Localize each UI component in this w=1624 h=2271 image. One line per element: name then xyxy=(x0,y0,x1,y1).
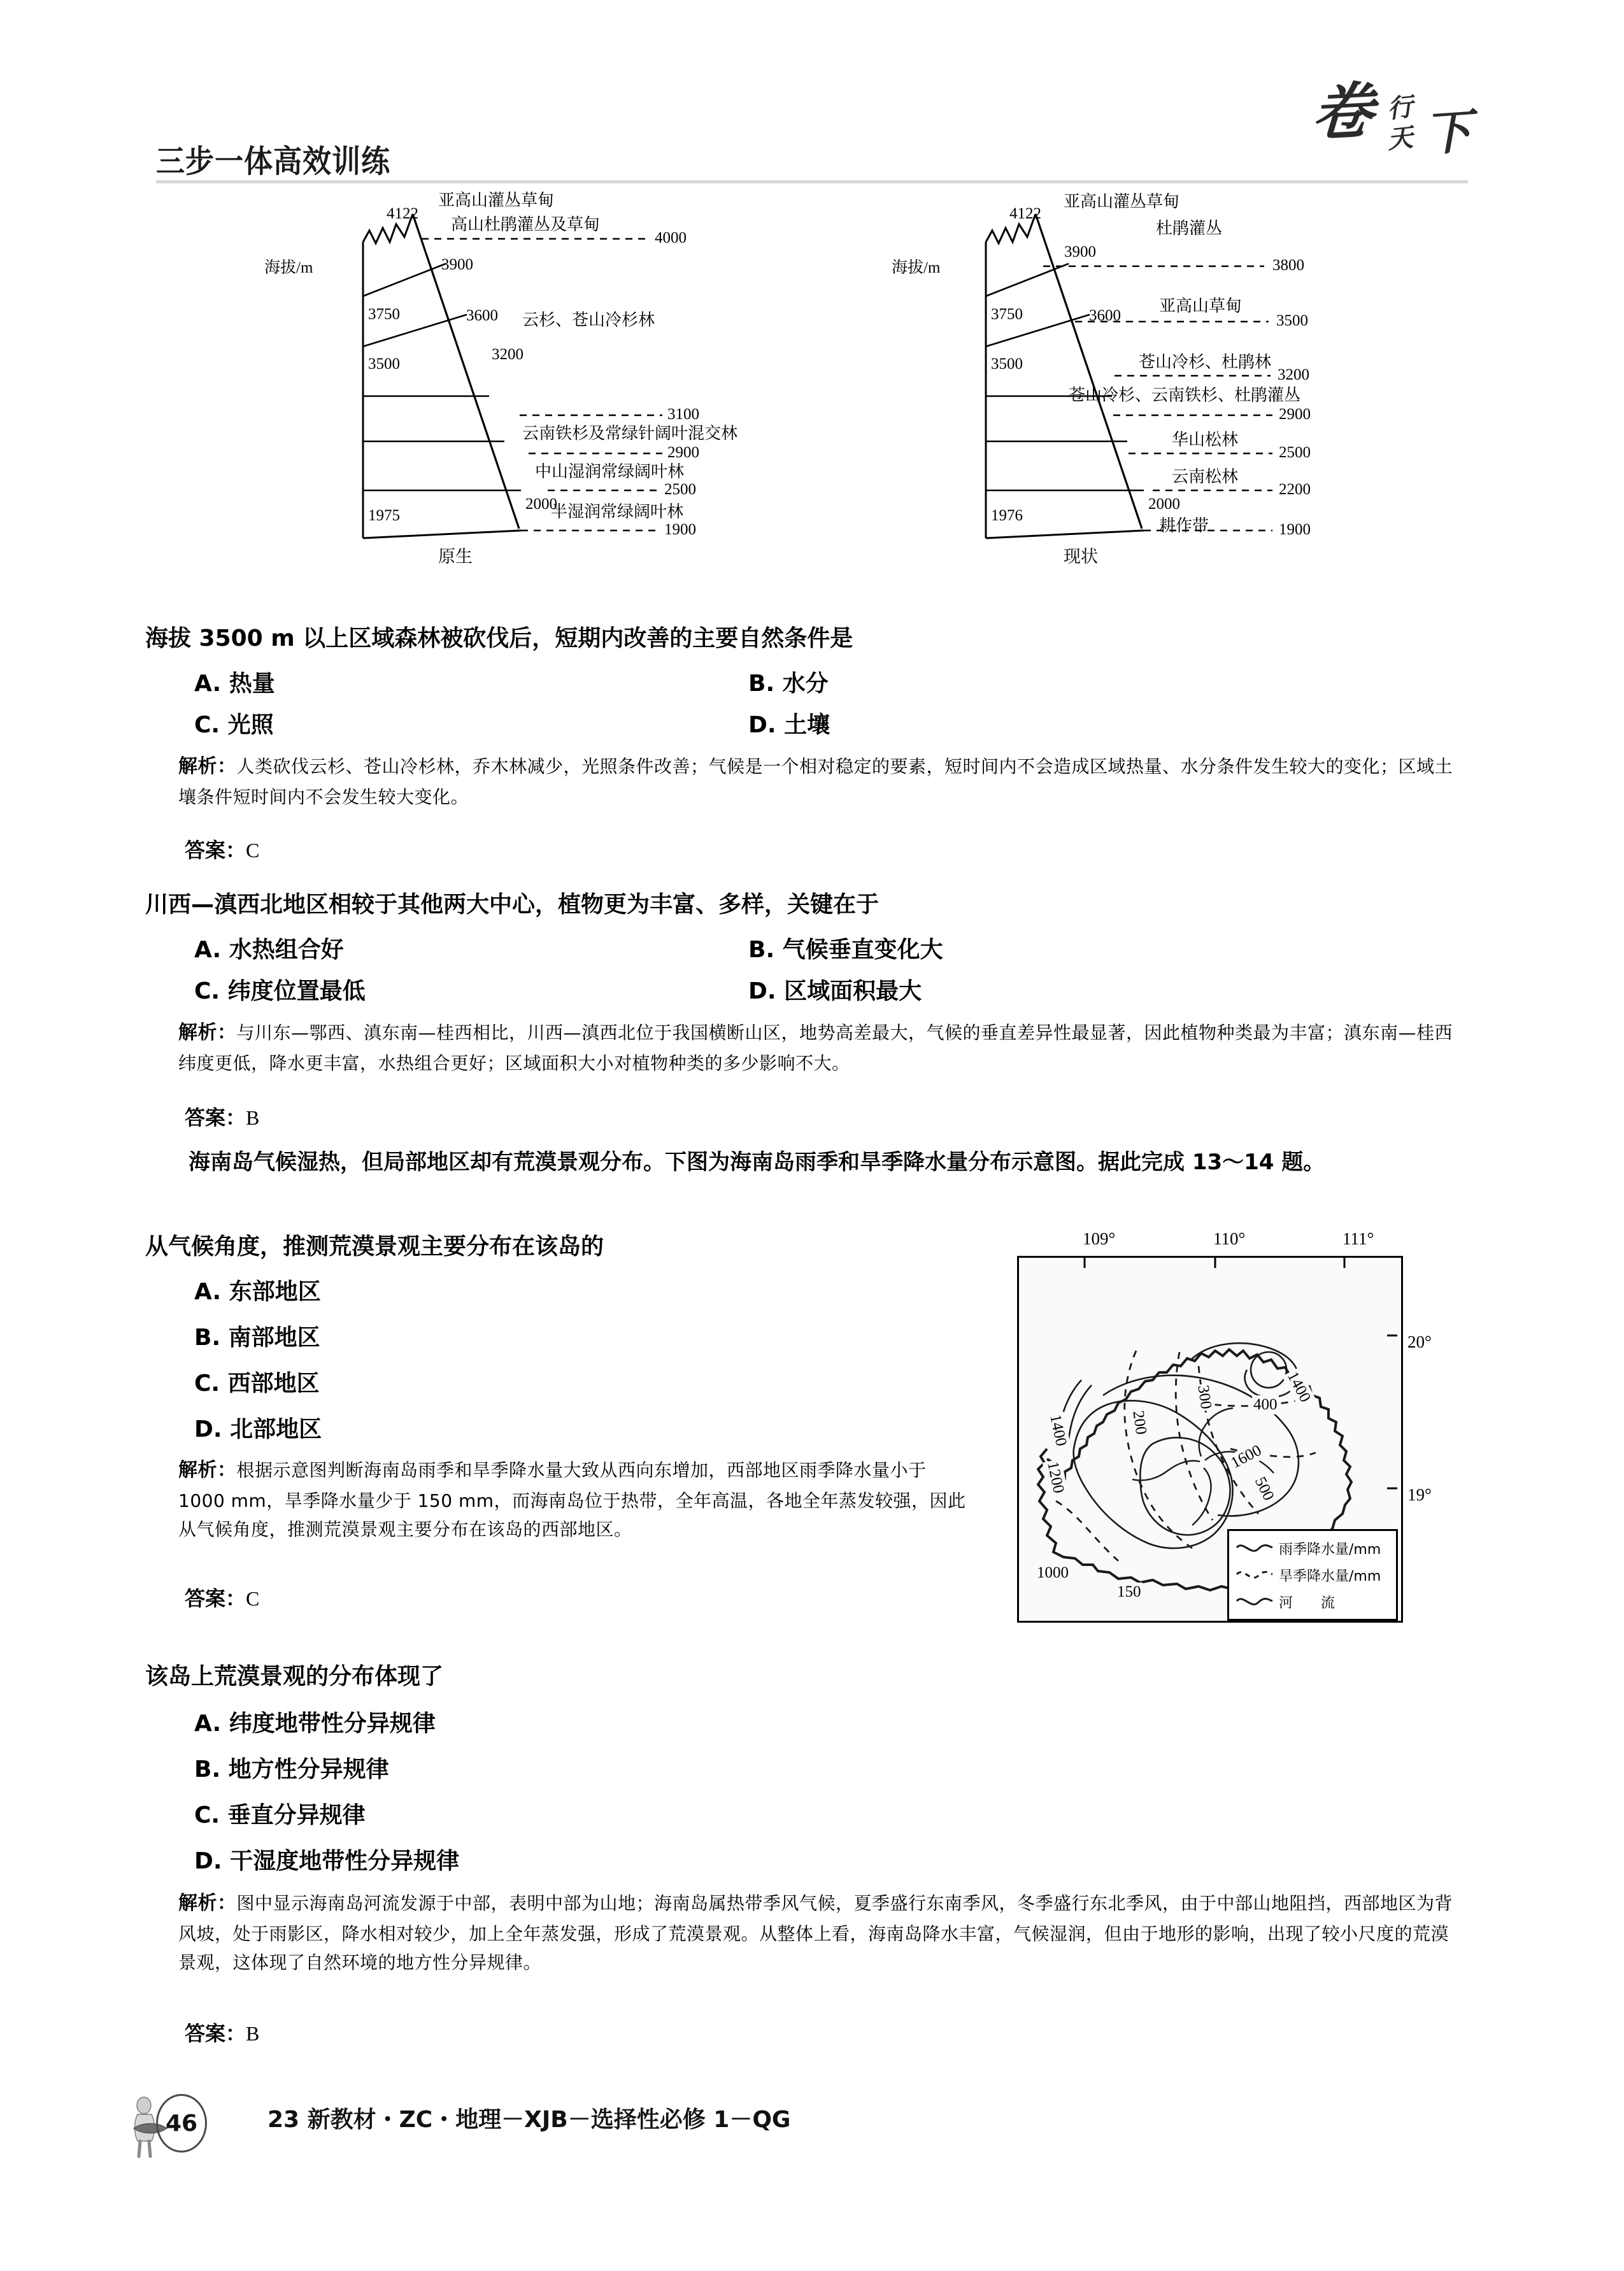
answer-label-11: 答案： xyxy=(185,838,246,862)
analysis-text-13: 根据示意图判断海南岛雨季和旱季降水量大致从西向东增加，西部地区雨季降水量小于 1000 mm，旱季降水量少于 150 mm，而海南岛位于热带，全年高温，各地全年蒸发较强，因此从气候角度，推测荒漠景观主要分布在该岛的西部地区。 xyxy=(178,1460,966,1540)
question-13-analysis xyxy=(178,1455,974,1544)
logo-char-xia: 下 xyxy=(1422,106,1474,162)
answer-value-14: B xyxy=(246,2022,260,2045)
left-belt-0: 亚高山灌丛草甸 xyxy=(438,191,555,210)
question-13-option-d[interactable]: D. 北部地区 xyxy=(194,1416,322,1442)
answer-label-12: 答案： xyxy=(185,1106,246,1130)
map-lat-label-20: 20° xyxy=(1407,1332,1432,1351)
analysis-text-14: 图中显示海南岛河流发源于中部，表明中部为山地；海南岛属热带季风气候，夏季盛行东南季风，冬季盛行东北季风，由于中部山地阻挡，西部地区为背风坡，处于雨影区，降水相对较少，加上全年蒸发强，形成了荒漠景观。从整体上看，海南岛降水丰富，气候湿润，但由于地形的影响，出现了较小尺度的荒漠景观，这体现了自然环境的地方性分异规律。 xyxy=(178,1893,1453,1973)
figure-vertical-belts-current xyxy=(892,191,1350,586)
right-axis-label: 海拔/m xyxy=(892,259,941,276)
analysis-label-13: 解析： xyxy=(178,1459,237,1481)
header-divider xyxy=(156,180,1468,183)
right-right-1900: 1900 xyxy=(1279,521,1311,538)
left-slope-3200: 3200 xyxy=(492,346,524,363)
intro-paragraph-13-14: 海南岛气候湿热，但局部地区却有荒漠景观分布。下图为海南岛雨季和旱季降水量分布示意图。据此完成 13～14 题。 xyxy=(189,1150,1325,1175)
figure-vertical-belts-original xyxy=(264,191,738,586)
left-right-4000: 4000 xyxy=(655,229,687,246)
left-right-2500: 2500 xyxy=(664,481,696,498)
contour-label-wet-1000: 1000 xyxy=(1037,1564,1069,1581)
left-slope-2000: 2000 xyxy=(525,495,557,513)
logo-char-main: 卷 xyxy=(1309,74,1376,150)
contour-label-wet-1600: 1600 xyxy=(1227,1441,1266,1474)
question-12-answer xyxy=(185,1102,259,1131)
page-header-title: 三步一体高效训练 xyxy=(156,143,391,180)
contour-label-dry-200: 200 xyxy=(1128,1408,1150,1437)
right-figure-caption: 现状 xyxy=(1064,547,1098,567)
right-tick-3500: 3500 xyxy=(991,355,1023,373)
map-lat-label-19: 19° xyxy=(1407,1485,1432,1504)
map-legend xyxy=(1227,1529,1398,1621)
question-11-option-c[interactable]: C. 光照 xyxy=(194,712,274,738)
question-13-option-b[interactable]: B. 南部地区 xyxy=(194,1325,320,1351)
contour-label-wet-1400-west: 1400 xyxy=(1045,1411,1071,1449)
question-14-option-d[interactable]: D. 干湿度地带性分异规律 xyxy=(194,1848,460,1874)
right-right-2200: 2200 xyxy=(1279,481,1311,498)
contour-label-dry-500: 500 xyxy=(1250,1473,1278,1505)
answer-value-12: B xyxy=(246,1106,260,1129)
contour-label-wet-1400-ne: 1400 xyxy=(1282,1367,1315,1407)
page-number: 46 xyxy=(156,2094,207,2153)
question-11-option-d[interactable]: D. 土壤 xyxy=(748,712,830,738)
question-11-answer xyxy=(185,834,259,864)
question-11-option-a[interactable]: A. 热量 xyxy=(194,671,275,697)
contour-label-wet-1200: 1200 xyxy=(1043,1458,1069,1496)
logo-char-tian: 天 xyxy=(1386,123,1414,154)
left-slope-3900: 3900 xyxy=(441,256,473,273)
right-belt-4: 苍山冷杉、云南铁杉、杜鹃灌丛 xyxy=(1069,386,1301,405)
right-belt-5: 华山松林 xyxy=(1172,431,1239,450)
question-14-option-a[interactable]: A. 纬度地带性分异规律 xyxy=(194,1711,436,1737)
question-11-analysis xyxy=(178,751,1465,811)
diagram-svg-left xyxy=(267,191,713,586)
right-belt-6: 云南松林 xyxy=(1172,467,1239,487)
question-14-stem: 该岛上荒漠景观的分布体现了 xyxy=(145,1663,444,1690)
analysis-label-14: 解析： xyxy=(178,1892,237,1914)
question-13-option-c[interactable]: C. 西部地区 xyxy=(194,1370,320,1397)
brand-logo xyxy=(1309,74,1474,162)
analysis-label-12: 解析： xyxy=(178,1022,237,1044)
map-lon-label-109: 109° xyxy=(1083,1229,1116,1248)
right-right-3200: 3200 xyxy=(1278,366,1309,383)
left-right-2900: 2900 xyxy=(667,444,699,461)
right-right-3500: 3500 xyxy=(1276,312,1308,329)
right-right-2500: 2500 xyxy=(1279,444,1311,461)
question-13-option-a[interactable]: A. 东部地区 xyxy=(194,1279,321,1305)
right-belt-3: 苍山冷杉、杜鹃林 xyxy=(1139,353,1272,372)
question-11-option-b[interactable]: B. 水分 xyxy=(748,671,829,697)
right-belt-7: 耕作带 xyxy=(1159,516,1209,536)
question-12-option-a[interactable]: A. 水热组合好 xyxy=(194,937,344,963)
left-belt-4: 中山湿润常绿阔叶林 xyxy=(535,462,685,481)
right-belt-0: 亚高山灌丛草甸 xyxy=(1064,192,1180,211)
question-14-analysis xyxy=(178,1888,1465,1977)
left-belt-1: 高山杜鹃灌丛及草甸 xyxy=(451,215,601,234)
question-11-stem: 海拔 3500 m 以上区域森林被砍伐后，短期内改善的主要自然条件是 xyxy=(145,625,853,651)
analysis-text-11: 人类砍伐云杉、苍山冷杉林，乔木林减少，光照条件改善；气候是一个相对稳定的要素，短时间内不会造成区域热量、水分条件发生较大的变化；区域土壤条件短时间内不会发生较大变化。 xyxy=(178,756,1453,808)
left-figure-caption: 原生 xyxy=(438,547,473,567)
question-12-option-b[interactable]: B. 气候垂直变化大 xyxy=(748,937,943,963)
answer-value-13: C xyxy=(246,1587,260,1610)
left-base-value: 1975 xyxy=(368,507,400,524)
legend-item-river: 河 流 xyxy=(1279,1595,1336,1611)
right-tick-3750: 3750 xyxy=(991,306,1023,323)
logo-char-xing: 行 xyxy=(1386,92,1414,124)
question-14-option-b[interactable]: B. 地方性分异规律 xyxy=(194,1756,389,1783)
contour-label-dry-400: 400 xyxy=(1253,1396,1278,1413)
contour-label-dry-300: 300 xyxy=(1193,1383,1215,1411)
question-12-option-d[interactable]: D. 区域面积最大 xyxy=(748,978,922,1004)
right-right-3800: 3800 xyxy=(1272,257,1304,274)
right-slope-3600: 3600 xyxy=(1089,307,1121,324)
question-12-option-c[interactable]: C. 纬度位置最低 xyxy=(194,978,366,1004)
question-14-option-c[interactable]: C. 垂直分异规律 xyxy=(194,1802,366,1828)
question-13-answer xyxy=(185,1583,259,1612)
legend-item-dry: 旱季降水量/mm xyxy=(1279,1569,1381,1584)
right-belt-1: 杜鹃灌丛 xyxy=(1156,219,1223,238)
left-axis-label: 海拔/m xyxy=(264,259,313,276)
footer-text: 23 新教材・ZC・地理－XJB－选择性必修 1－QG xyxy=(267,2107,791,2133)
right-right-2900: 2900 xyxy=(1279,406,1311,423)
analysis-label-11: 解析： xyxy=(178,755,237,778)
right-slope-3900: 3900 xyxy=(1064,243,1096,260)
left-tick-3500: 3500 xyxy=(368,355,400,373)
question-12-stem: 川西—滇西北地区相较于其他两大中心，植物更为丰富、多样，关键在于 xyxy=(145,892,880,918)
answer-label-13: 答案： xyxy=(185,1586,246,1611)
left-right-1900: 1900 xyxy=(664,521,696,538)
left-tick-3750: 3750 xyxy=(368,306,400,323)
left-right-3100: 3100 xyxy=(667,406,699,423)
right-slope-2000: 2000 xyxy=(1148,495,1180,513)
right-peak-value: 4122 xyxy=(1009,205,1041,222)
left-slope-3600: 3600 xyxy=(466,307,498,324)
contour-label-dry-150: 150 xyxy=(1117,1583,1141,1600)
right-base-value: 1976 xyxy=(991,507,1023,524)
question-12-analysis xyxy=(178,1018,1465,1078)
answer-label-14: 答案： xyxy=(185,2021,246,2046)
question-14-answer xyxy=(185,2018,259,2047)
right-belt-2: 亚高山草甸 xyxy=(1159,297,1243,316)
left-peak-value: 4122 xyxy=(387,205,418,222)
question-13-stem: 从气候角度，推测荒漠景观主要分布在该岛的 xyxy=(145,1234,604,1260)
answer-value-11: C xyxy=(246,839,260,862)
map-lon-label-111: 111° xyxy=(1343,1229,1374,1248)
map-lon-label-110: 110° xyxy=(1213,1229,1246,1248)
left-belt-2: 云杉、苍山冷杉林 xyxy=(522,311,655,330)
left-belt-5: 半湿润常绿阔叶林 xyxy=(551,502,684,522)
analysis-text-12: 与川东—鄂西、滇东南—桂西相比，川西—滇西北位于我国横断山区，地势高差最大，气候的垂直差异性最显著，因此植物种类最为丰富；滇东南—桂西纬度更低，降水更丰富，水热组合更好；区域面积大小对植物种类的多少影响不大。 xyxy=(178,1022,1453,1074)
legend-item-wet: 雨季降水量/mm xyxy=(1279,1542,1381,1558)
left-belt-3: 云南铁杉及常绿针阔叶混交林 xyxy=(522,424,738,443)
